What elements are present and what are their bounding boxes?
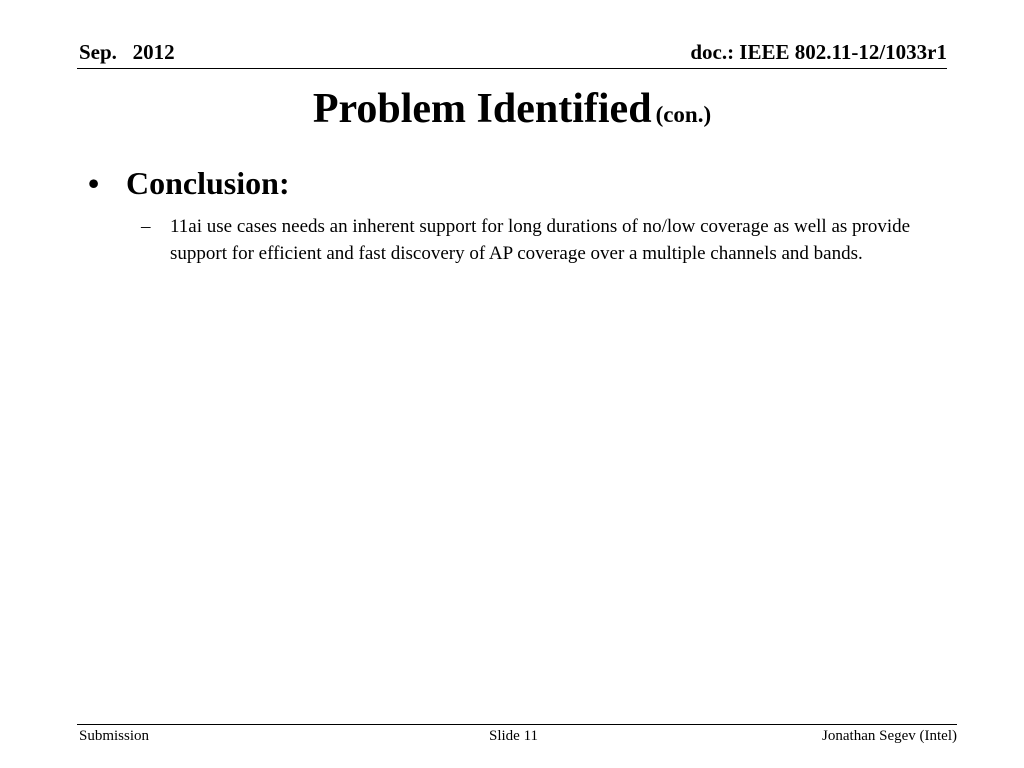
bullet-marker: • — [88, 165, 100, 201]
footer-slide-number: Slide 11 — [489, 728, 539, 744]
footer-submission: Submission — [79, 728, 150, 744]
bullet-item — [88, 167, 290, 199]
slide-title-main: Problem Identified — [312, 86, 652, 132]
sub-bullet-item — [141, 213, 931, 267]
slide-title — [0, 88, 1024, 130]
bullet-text: Conclusion: — [126, 165, 290, 201]
header-doc-id: doc.: IEEE 802.11-12/1033r1 — [690, 40, 947, 64]
footer-author: Jonathan Segev (Intel) — [822, 728, 957, 744]
footer-divider — [77, 724, 957, 725]
header-divider — [77, 68, 947, 69]
header-date: Sep. 2012 — [79, 40, 175, 64]
sub-bullet-marker: – — [141, 216, 151, 237]
sub-bullet-text: 11ai use cases needs an inherent support for long durations of no/low coverage as well as provide support for efficient and fast discovery of AP coverage over a multiple channels and bands. — [170, 216, 911, 264]
slide-title-suffix: (con.) — [655, 102, 712, 127]
